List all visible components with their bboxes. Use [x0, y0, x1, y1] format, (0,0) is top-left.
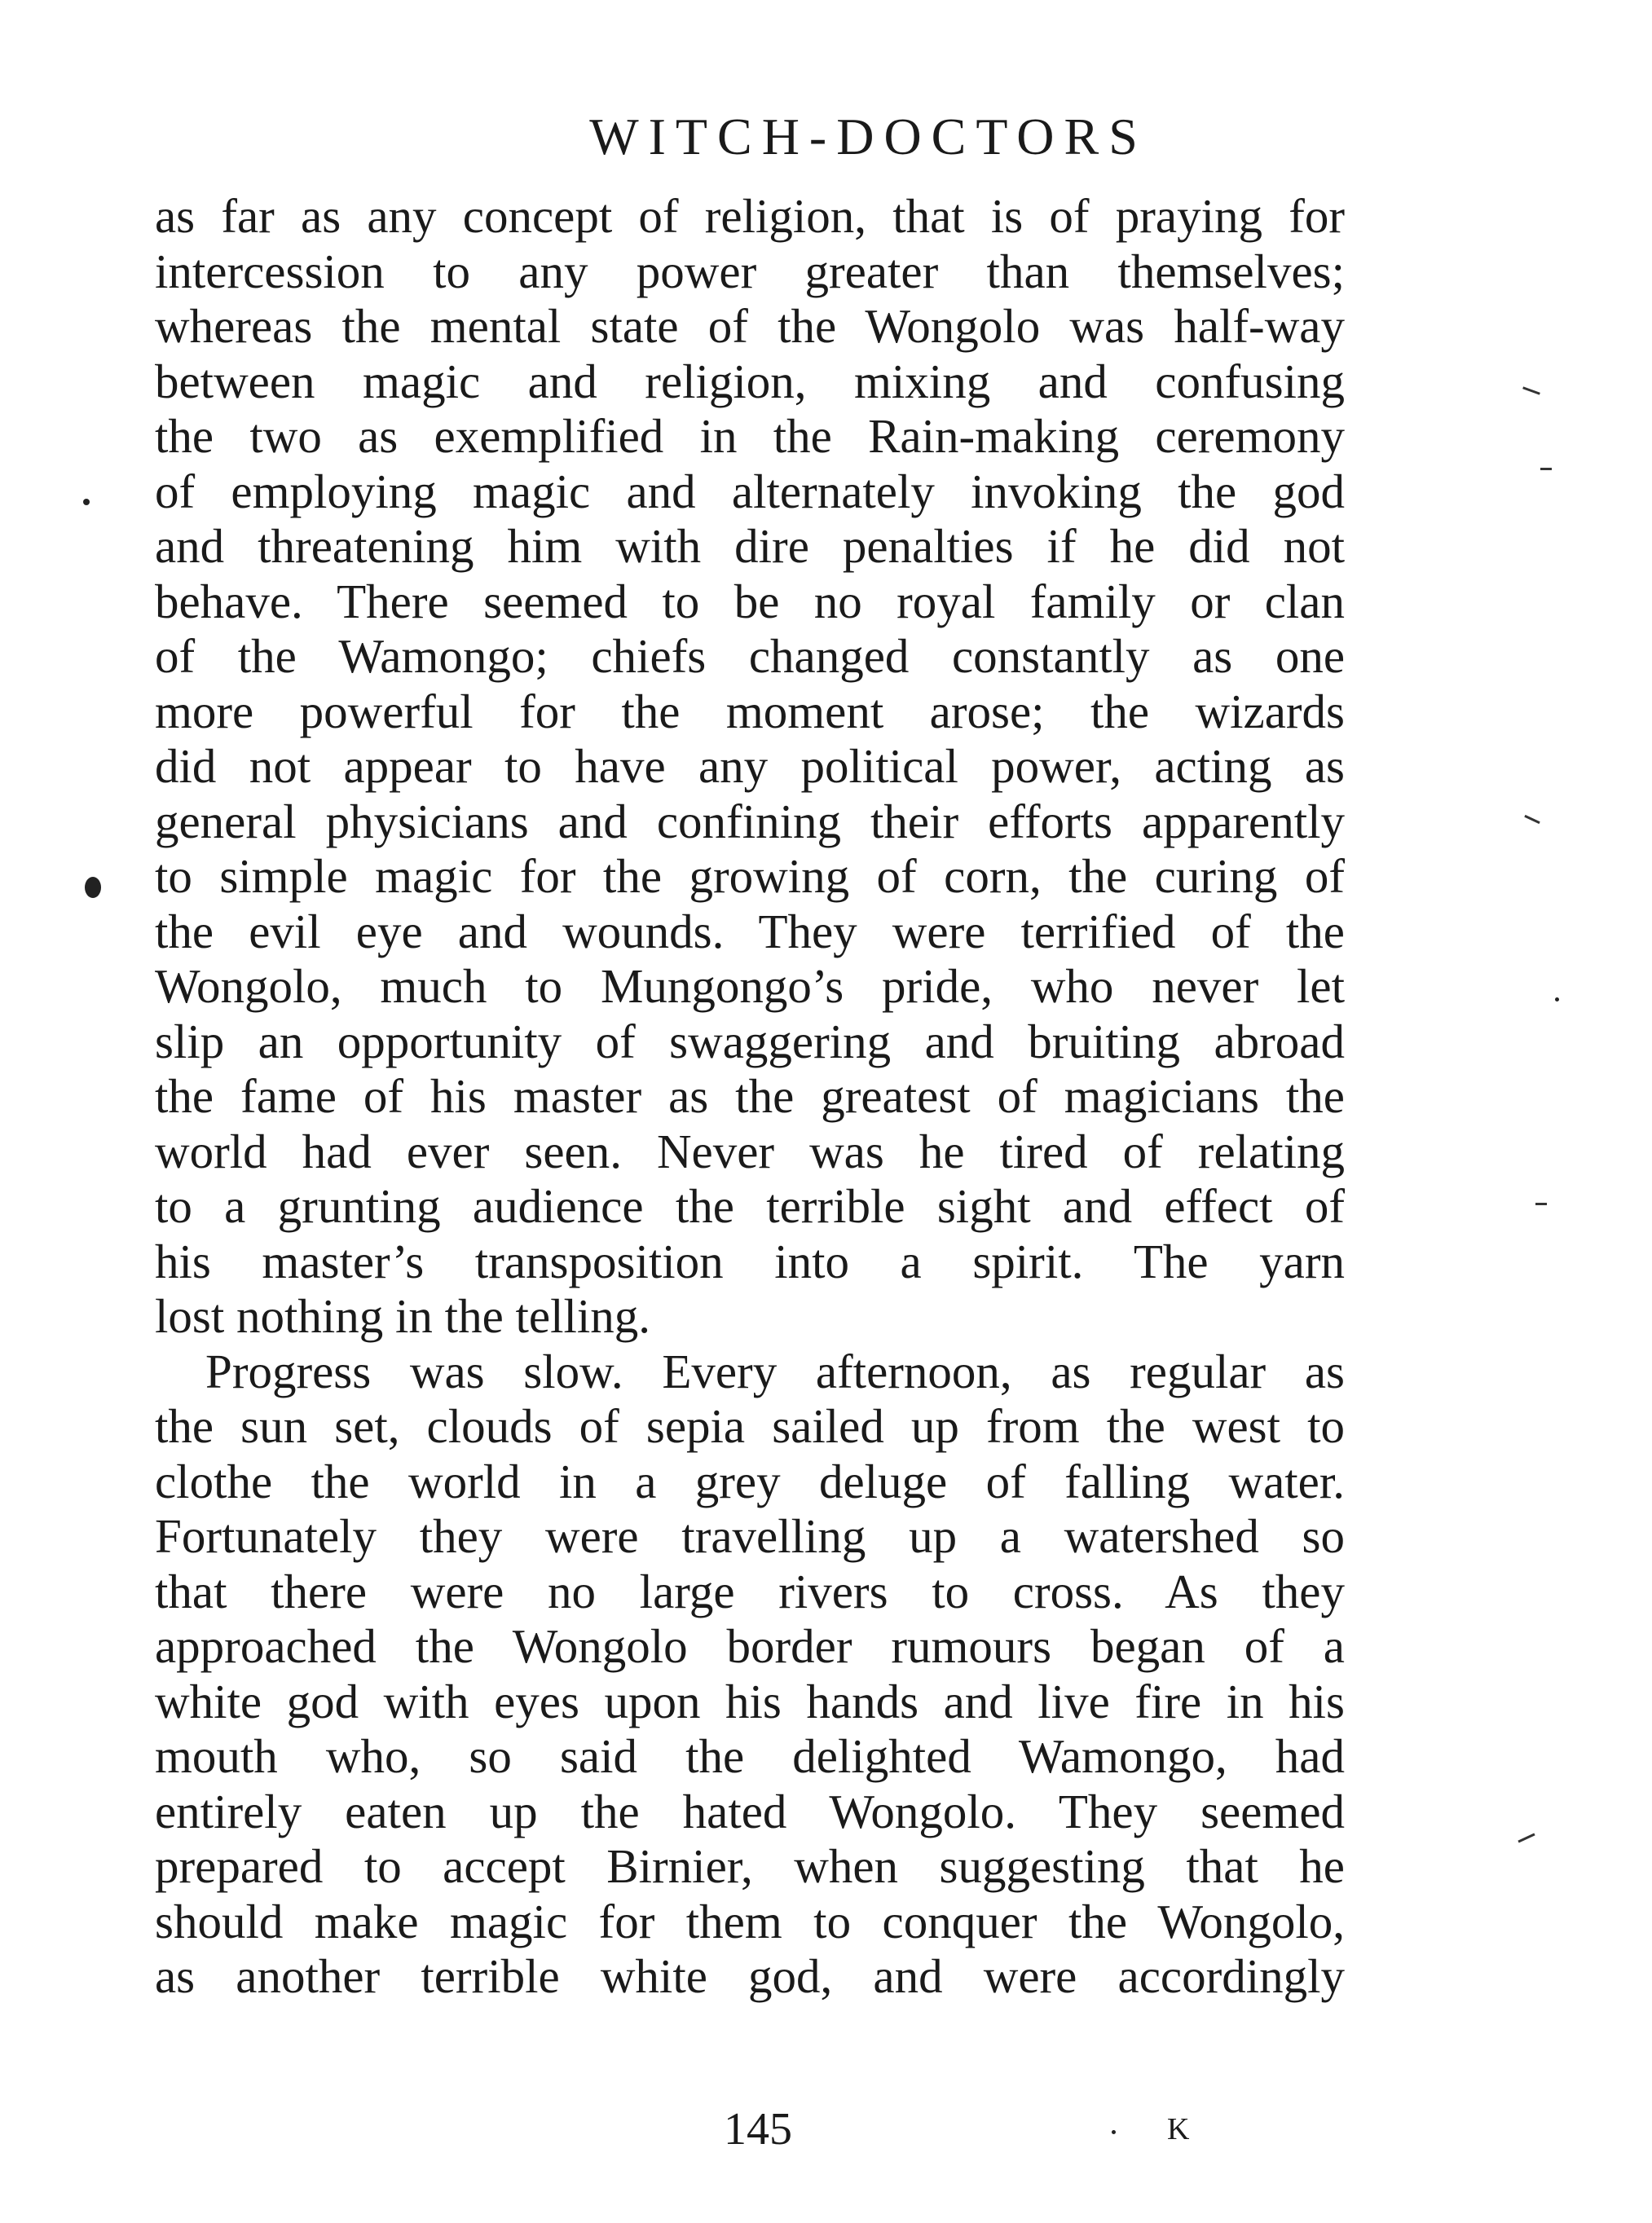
text-line: behave. There seemed to be no royal family or clan — [155, 574, 1345, 628]
text-line: should make magic for them to conquer the Wongolo, — [155, 1894, 1345, 1948]
text-line: of the Wamongo; chiefs changed constantly as one — [155, 629, 1345, 683]
text-line: of employing magic and alternately invoking the god — [155, 464, 1345, 518]
text-line: the evil eye and wounds. They were terrified of the — [155, 904, 1345, 958]
text-line: the fame of his master as the greatest of magicians the — [155, 1069, 1345, 1123]
text-line: intercession to any power greater than themselves; — [155, 244, 1345, 298]
text-line: slip an opportunity of swaggering and bruiting abroad — [155, 1014, 1345, 1068]
text-line: whereas the mental state of the Wongolo was half-way — [155, 299, 1345, 353]
text-line: entirely eaten up the hated Wongolo. They seemed — [155, 1784, 1345, 1838]
text-line: between magic and religion, mixing and confusing — [155, 354, 1345, 408]
scan-mark — [1535, 1203, 1547, 1205]
text-line: clothe the world in a grey deluge of falling water. — [155, 1454, 1345, 1508]
running-head: WITCH-DOCTORS — [589, 108, 1148, 165]
text-line: approached the Wongolo border rumours began of a — [155, 1619, 1345, 1673]
text-line: that there were no large rivers to cross. As they — [155, 1564, 1345, 1618]
text-line: as far as any concept of religion, that is of praying for — [155, 189, 1345, 243]
text-line: the two as exemplified in the Rain-making ceremony — [155, 409, 1345, 463]
text-line: white god with eyes upon his hands and live fire in his — [155, 1674, 1345, 1728]
text-line: Wongolo, much to Mungongo’s pride, who never let — [155, 959, 1345, 1013]
scan-speck — [1112, 2130, 1116, 2134]
text-line: the sun set, clouds of sepia sailed up from the west to — [155, 1399, 1345, 1453]
scan-mark — [1540, 468, 1552, 470]
text-line: prepared to accept Birnier, when suggesting that he — [155, 1839, 1345, 1893]
scan-mark — [1524, 815, 1540, 824]
text-line: Progress was slow. Every afternoon, as regular as — [205, 1344, 1345, 1398]
text-line: as another terrible white god, and were accordingly — [155, 1949, 1345, 2003]
scan-speck — [85, 877, 101, 898]
scan-mark — [1518, 1833, 1535, 1842]
text-line: did not appear to have any political power, acting as — [155, 739, 1345, 793]
text-line: general physicians and confining their efforts apparently — [155, 794, 1345, 848]
scan-mark — [1522, 386, 1540, 394]
body-text — [155, 189, 1345, 2005]
text-line: Fortunately they were travelling up a watershed so — [155, 1509, 1345, 1563]
page-number: 145 — [724, 2104, 792, 2155]
text-line: world had ever seen. Never was he tired of relating — [155, 1124, 1345, 1178]
text-line: his master’s transposition into a spirit. The yarn — [155, 1234, 1345, 1288]
text-line: more powerful for the moment arose; the wizards — [155, 684, 1345, 738]
text-line: lost nothing in the telling. — [155, 1289, 651, 1343]
text-line: mouth who, so said the delighted Wamongo, had — [155, 1729, 1345, 1783]
signature-mark: K — [1167, 2112, 1190, 2146]
text-line: to simple magic for the growing of corn, the curing of — [155, 849, 1345, 903]
text-line: and threatening him with dire penalties if he did not — [155, 519, 1345, 573]
scan-speck — [83, 499, 90, 505]
scan-speck — [1555, 997, 1559, 1001]
text-line: to a grunting audience the terrible sight and effect of — [155, 1179, 1345, 1233]
